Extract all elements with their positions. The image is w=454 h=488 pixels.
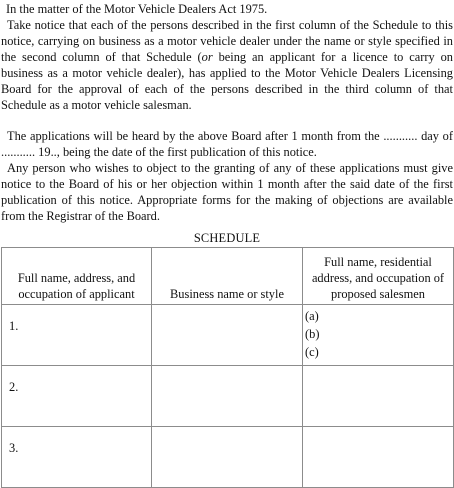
table-cell-applicant — [2, 305, 152, 366]
hearing-paragraph: The applications will be heard by the above Board after 1 month from the ........... day of ........... 19.., being the date of the first publication of this notice. — [1, 129, 453, 159]
table-row — [2, 366, 454, 427]
column-header-salesmen: Full name, residential address, and occupation of proposed salesmen — [303, 248, 454, 305]
table-cell-applicant — [2, 427, 152, 488]
row-number: 3. — [9, 441, 19, 455]
table-cell-salesmen — [303, 427, 454, 488]
table-cell-business-name — [152, 305, 303, 366]
table-cell-salesmen — [303, 305, 454, 366]
column-header-applicant: Full name, address, and occupation of applicant — [2, 248, 152, 305]
table-cell-business-name — [152, 366, 303, 427]
table-cell-business-name — [152, 427, 303, 488]
salesman-subitem: (b) — [305, 327, 320, 341]
row-number: 1. — [9, 319, 19, 333]
row-number: 2. — [9, 380, 19, 394]
table-cell-applicant — [2, 366, 152, 427]
table-row — [2, 427, 454, 488]
salesman-subitem: (a) — [305, 309, 319, 323]
document-heading: In the matter of the Motor Vehicle Dealers Act 1975. — [6, 2, 268, 16]
schedule-table — [1, 247, 454, 488]
objection-paragraph: Any person who wishes to object to the granting of any of these applications must give notice to the Board of his or her objection within 1 month after the said date of the first publication of this notice. Appropriate forms for the making of objections are available from the Registrar of the Board. — [1, 161, 453, 223]
notice-paragraph-1-start: Take notice that each of the persons described in the first column of the Schedule to this notice, carrying on business as a motor vehicle dealer under the name or style specified in the second column of that Schedule ( — [1, 18, 453, 64]
notice-paragraph-1-end: being an applicant for a licence to carry on business as a motor vehicle dealer), has applied to the Motor Vehicle Dealers Licensing Board for the approval of each of the persons described in the third column of that Schedule as a motor vehicle salesman. — [1, 50, 453, 112]
table-row — [2, 305, 454, 366]
column-header-business-name: Business name or style — [152, 248, 303, 305]
notice-paragraph-1-or: or — [201, 50, 213, 64]
table-cell-salesmen — [303, 366, 454, 427]
salesman-subitem: (c) — [305, 345, 319, 359]
schedule-title: SCHEDULE — [193, 231, 261, 245]
notice-paragraph-1 — [1, 17, 453, 113]
schedule-header-row — [2, 248, 454, 305]
